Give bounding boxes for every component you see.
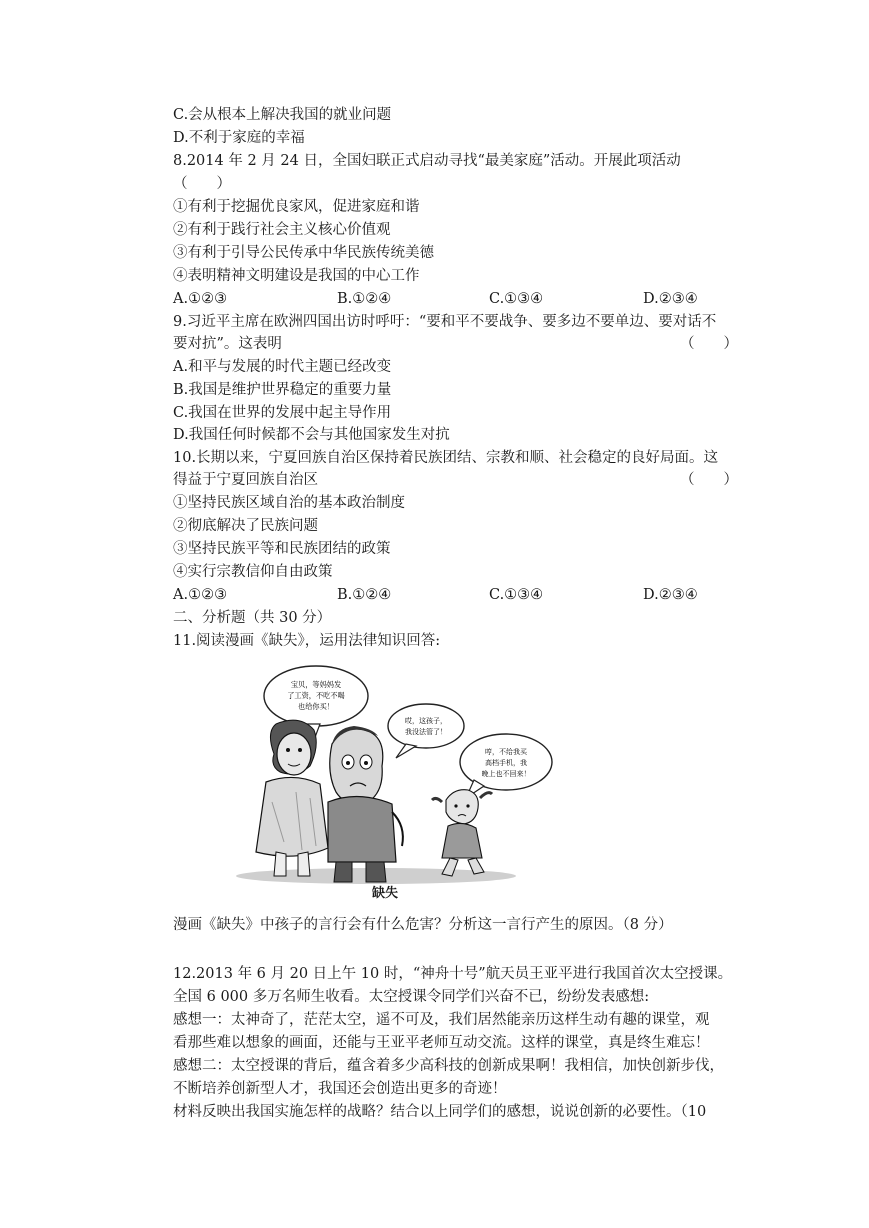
q12-stem-line2: 全国 6 000 多万名师生收看。太空授课令同学们兴奋不已，纷纷发表感想: bbox=[173, 989, 650, 1005]
q9-answer-paren: （ ） bbox=[680, 336, 738, 352]
q8-option-d: D.②③④ bbox=[643, 291, 698, 307]
q11-stem: 11.阅读漫画《缺失》，运用法律知识回答: bbox=[173, 633, 441, 649]
q8-stem: 8.2014 年 2 月 24 日，全国妇联正式启动寻找“最美家庭”活动。开展此项活动 bbox=[173, 153, 681, 169]
q11-question: 漫画《缺失》中孩子的言行会有什么危害？分析这一言行产生的原因。（8 分） bbox=[173, 917, 673, 933]
q10-stem-line2: 得益于宁夏回族自治区 bbox=[173, 472, 318, 488]
q9-stem-line2: 要对抗”。这表明 bbox=[173, 336, 282, 352]
q7-option-c: C.会从根本上解决我国的就业问题 bbox=[173, 107, 392, 123]
q9-option-c: C.我国在世界的发展中起主导作用 bbox=[173, 405, 392, 421]
q9-option-a: A.和平与发展的时代主题已经改变 bbox=[173, 359, 392, 375]
q10-stem-line1: 10.长期以来，宁夏回族自治区保持着民族团结、宗教和顺、社会稳定的良好局面。这 bbox=[173, 450, 719, 466]
q10-item-2: ②彻底解决了民族问题 bbox=[173, 518, 318, 534]
q9-option-d: D.我国任何时候都不会与其他国家发生对抗 bbox=[173, 427, 450, 443]
girl-bubble-line1: 哼，不给我买 bbox=[485, 748, 527, 756]
mother-figure bbox=[256, 720, 328, 876]
mother-bubble-line2: 了工资，不吃不喝 bbox=[287, 691, 345, 700]
q8-option-b: B.①②④ bbox=[337, 291, 392, 307]
q10-item-1: ①坚持民族区域自治的基本政治制度 bbox=[173, 495, 405, 511]
q12-stem-line1: 12.2013 年 6 月 20 日上午 10 时，“神舟十号”航天员王亚平进行我国首次太空授课。 bbox=[173, 966, 733, 982]
cartoon-caption: 缺失 bbox=[372, 886, 399, 901]
girl-bubble-line2: 高档手机，我 bbox=[485, 759, 527, 767]
q9-option-b: B.我国是维护世界稳定的重要力量 bbox=[173, 382, 392, 398]
cartoon-illustration bbox=[236, 662, 556, 904]
q12-thought1-line1: 感想一：太神奇了，茫茫太空，遥不可及，我们居然能亲历这样生动有趣的课堂，观 bbox=[173, 1012, 710, 1028]
father-bubble-line1: 哎，这孩子， bbox=[405, 717, 447, 725]
q10-answer-paren: （ ） bbox=[680, 472, 738, 488]
section-2-title: 二、分析题（共 30 分） bbox=[173, 610, 332, 626]
q8-item-1: ①有利于挖掘优良家风，促进家庭和谐 bbox=[173, 199, 420, 215]
q12-thought2-line2: 不断培养创新型人才，我国还会创造出更多的奇迹！ bbox=[173, 1081, 507, 1097]
girl-figure bbox=[432, 790, 492, 876]
q9-stem-line1: 9.习近平主席在欧洲四国出访时呼吁：“要和平不要战争、要多边不要单边、要对话不 bbox=[173, 314, 717, 330]
q10-item-4: ④实行宗教信仰自由政策 bbox=[173, 564, 333, 580]
father-figure bbox=[328, 726, 403, 882]
mother-bubble-line3: 也给你买！ bbox=[298, 702, 334, 711]
mother-bubble-line1: 宝贝，等妈妈发 bbox=[290, 680, 342, 689]
q12-thought2-line1: 感想二：太空授课的背后，蕴含着多少高科技的创新成果啊！我相信，加快创新步伐， bbox=[173, 1058, 724, 1074]
q10-item-3: ③坚持民族平等和民族团结的政策 bbox=[173, 541, 391, 557]
q10-option-b: B.①②④ bbox=[337, 587, 392, 603]
q8-item-3: ③有利于引导公民传承中华民族传统美德 bbox=[173, 245, 434, 261]
q8-option-a: A.①②③ bbox=[173, 291, 228, 307]
father-speech-bubble bbox=[388, 704, 464, 748]
q8-option-c: C.①③④ bbox=[489, 291, 544, 307]
q8-item-4: ④表明精神文明建设是我国的中心工作 bbox=[173, 268, 420, 284]
q10-option-a: A.①②③ bbox=[173, 587, 228, 603]
q10-option-c: C.①③④ bbox=[489, 587, 544, 603]
q10-option-d: D.②③④ bbox=[643, 587, 698, 603]
q8-answer-paren: （ ） bbox=[173, 176, 231, 192]
father-bubble-line2: 我没法管了！ bbox=[405, 728, 447, 736]
q12-thought1-line2: 看那些难以想象的画面，还能与王亚平老师互动交流。这样的课堂，真是终生难忘！ bbox=[173, 1035, 710, 1051]
q7-option-d: D.不利于家庭的幸福 bbox=[173, 130, 305, 146]
q8-item-2: ②有利于践行社会主义核心价值观 bbox=[173, 222, 391, 238]
girl-bubble-line3: 晚上也不回来！ bbox=[481, 770, 531, 778]
q12-question: 材料反映出我国实施怎样的战略？结合以上同学们的感想，说说创新的必要性。（10 bbox=[173, 1104, 707, 1120]
